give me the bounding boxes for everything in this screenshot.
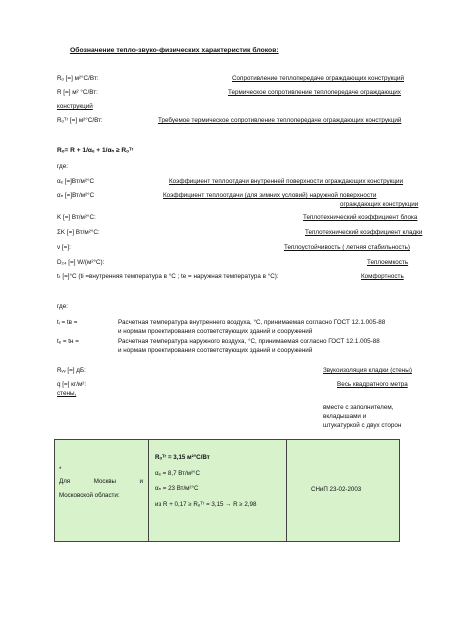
desc-rtr: Требуемое термическое сопротивление теплопередаче ограждающих конструкций <box>158 117 402 124</box>
moscow-norms-table <box>54 439 400 542</box>
page-title: Обозначение тепло-звуко-физических характеристик блоков: <box>70 47 279 54</box>
symbol-ro: Rₒ [=] м²°C/Вт: <box>57 75 99 82</box>
desc-d24: Теплоемкость <box>367 259 409 266</box>
table-cell-region <box>55 440 149 541</box>
region-word-1: Для <box>59 478 71 485</box>
table-region-line1 <box>59 478 143 486</box>
desc-sum-k: Теплотехнический коэффициент кладки <box>305 229 423 236</box>
symbol-ti: tᵢ = tв = <box>57 319 78 326</box>
desc-te-line2: и нормам проектирования соответствующих зданий и сооружений <box>118 347 313 354</box>
table-condition: из R + 0,17 ≥ Rₒᵀʳ = 3,15 → R ≥ 2,98 <box>155 501 257 508</box>
symbol-rtr: Rₒᵀʳ [=] м²°C/Вт: <box>57 117 103 124</box>
symbol-q: q [=] кг/м²: <box>57 381 87 388</box>
where-label-2: где: <box>57 303 68 310</box>
q-note-line1: вместе с заполнителем, <box>323 404 394 411</box>
symbol-tt: tₜ [=]°C (ti =внутренняя температура в °C ; te = наружная температура в °C): <box>57 273 279 280</box>
table-snip: СНиП 23-02-2003 <box>311 486 362 493</box>
table-star: * <box>59 466 62 473</box>
symbol-sum-k: ΣK [=] Вт/м²°C: <box>57 229 100 236</box>
q-note-line3: штукатуркой с двух сторон <box>323 422 402 429</box>
desc-ae: Коэффициент теплоотдачи внутренней поверхности ограждающих конструкции <box>169 178 404 185</box>
symbol-d24: D₂₄ [=] W/(м²°C): <box>57 259 105 266</box>
region-word-3: и <box>139 478 143 485</box>
symbol-an: αₙ [=]Вт/м²°C <box>57 192 95 199</box>
desc-an: Коэффициент теплоотдачи (для зимних условий) наружной поверхности <box>163 192 377 199</box>
symbol-rw: Rᵥᵥ [=] дБ: <box>57 367 86 374</box>
formula: Rₒ= R + 1/αₑ + 1/αₙ ≥ Rₒᵀʳ <box>57 147 134 154</box>
desc-tt: Комфортность <box>361 273 404 280</box>
table-an: αₙ = 23 Вт/м²°C <box>155 485 199 492</box>
desc-r: Термическое сопротивление теплопередаче ограждающих <box>228 89 401 96</box>
region-word-2: Москвы <box>93 478 116 485</box>
desc-ro: Сопротивление теплопередаче ограждающих конструкций <box>232 75 404 82</box>
desc-nu: Теплоустойчивость ( летняя стабильность) <box>284 244 410 251</box>
symbol-ae: αₑ [=]Вт/м²°C <box>57 178 95 185</box>
symbol-r: R [=] м² °C/Вт: <box>57 89 98 96</box>
desc-r-cont: конструкций <box>57 103 93 110</box>
desc-q: Весь квадратного метра <box>337 381 408 388</box>
desc-ti-line1: Расчетная температура внутреннего воздуха, °C, принимаемая согласно ГОСТ 12.1.005-88 <box>118 319 386 326</box>
table-ae: αₑ = 8,7 Вт/м²°C <box>155 470 200 477</box>
desc-q-wall: стены, <box>57 390 77 397</box>
symbol-nu: ν [=]: <box>57 244 71 251</box>
q-note-line2: вкладышами и <box>323 413 367 420</box>
desc-te-line1: Расчетная температура наружного воздуха, °C, принимаемая согласно ГОСТ 12.1.005-88 <box>118 338 380 345</box>
table-region-line2: Московской области: <box>59 492 120 499</box>
where-label-1: где: <box>57 163 68 170</box>
symbol-te: tₑ = tн = <box>57 338 79 345</box>
desc-rw: Звукоизоляция кладки (стены) <box>323 367 412 374</box>
desc-k: Теплотехнический коэффициент блока <box>303 214 418 221</box>
symbol-k: K [=] Вт/м²°C: <box>57 214 96 221</box>
table-rtr: Rₒᵀʳ = 3,15 м²°C/Вт <box>155 454 210 461</box>
desc-an-cont: ограждающих конструкции <box>340 201 419 208</box>
desc-ti-line2: и нормам проектирования соответствующих зданий и сооружений <box>118 328 313 335</box>
